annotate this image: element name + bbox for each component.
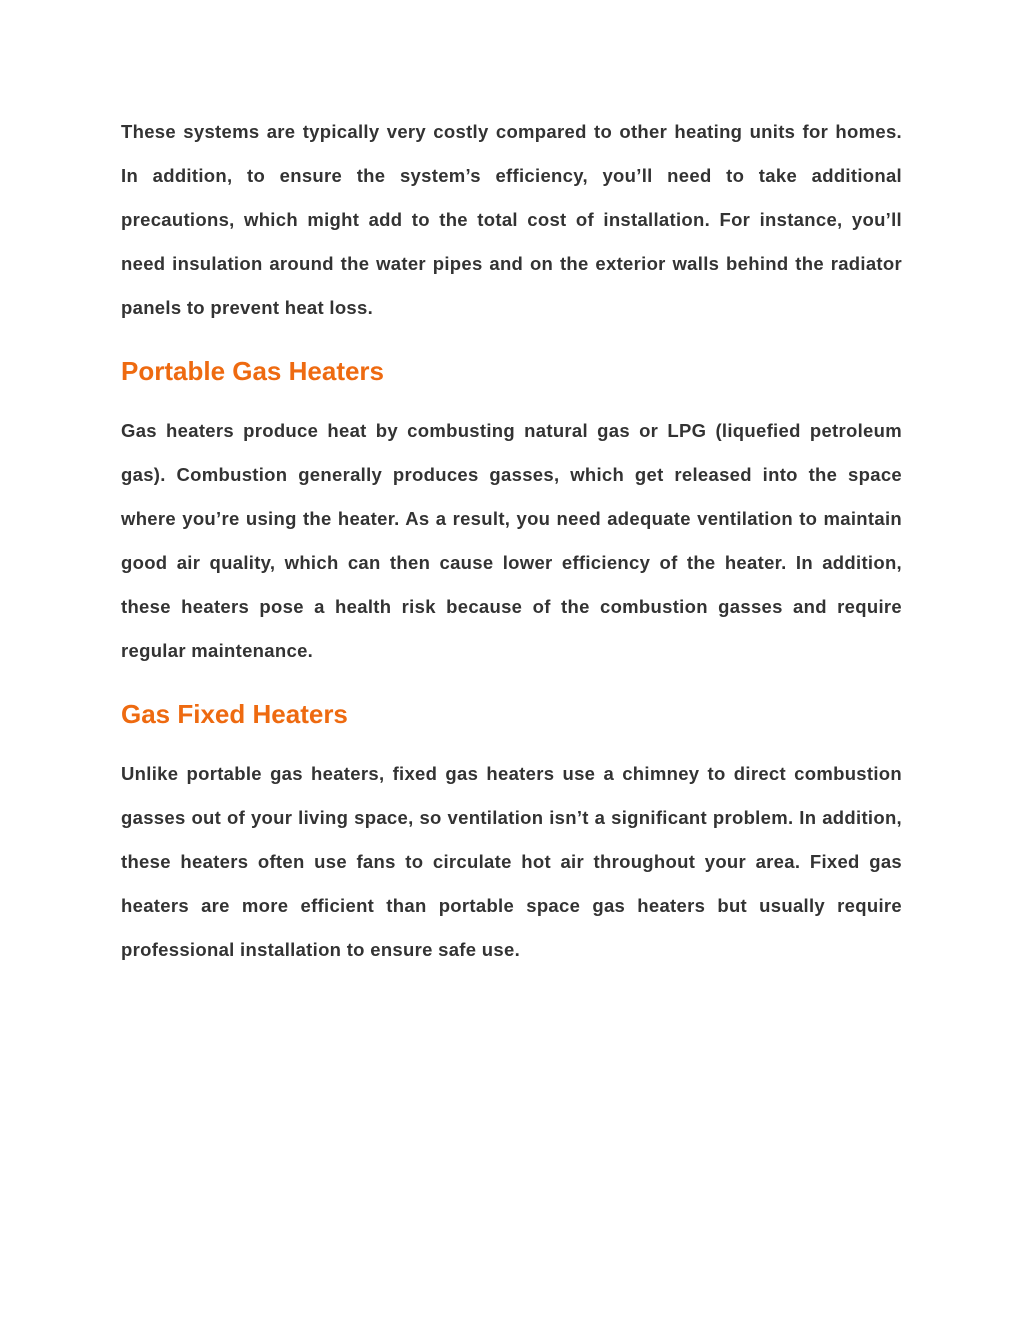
heading-portable-gas-heaters: Portable Gas Heaters xyxy=(121,356,385,386)
portable-gas-heaters-paragraph: Gas heaters produce heat by combusting natural gas or LPG (liquefied petroleum gas). Combustion generally produces gasses, which get released into the space where you’re using the heater. As a result, you need adequate ventilation to maintain good air quality, which can then cause lower efficiency of the heater. In addition, these heaters pose a health risk because of the combustion gasses and require regular maintenance. xyxy=(121,420,902,661)
heading-gas-fixed-heaters: Gas Fixed Heaters xyxy=(121,699,348,729)
gas-fixed-heaters-paragraph: Unlike portable gas heaters, fixed gas heaters use a chimney to direct combustion gasses out of your living space, so ventilation isn’t a significant problem. In addition, these heaters often use fans to circulate hot air throughout your area. Fixed gas heaters are more efficient than portable space gas heaters but usually require professional installation to ensure safe use. xyxy=(121,763,902,960)
intro-paragraph: These systems are typically very costly compared to other heating units for homes. In addition, to ensure the system’s efficiency, you’ll need to take additional precautions, which might add to the total cost of installation. For instance, you’ll need insulation around the water pipes and on the exterior walls behind the radiator panels to prevent heat loss. xyxy=(121,121,902,318)
document-page xyxy=(121,110,902,972)
